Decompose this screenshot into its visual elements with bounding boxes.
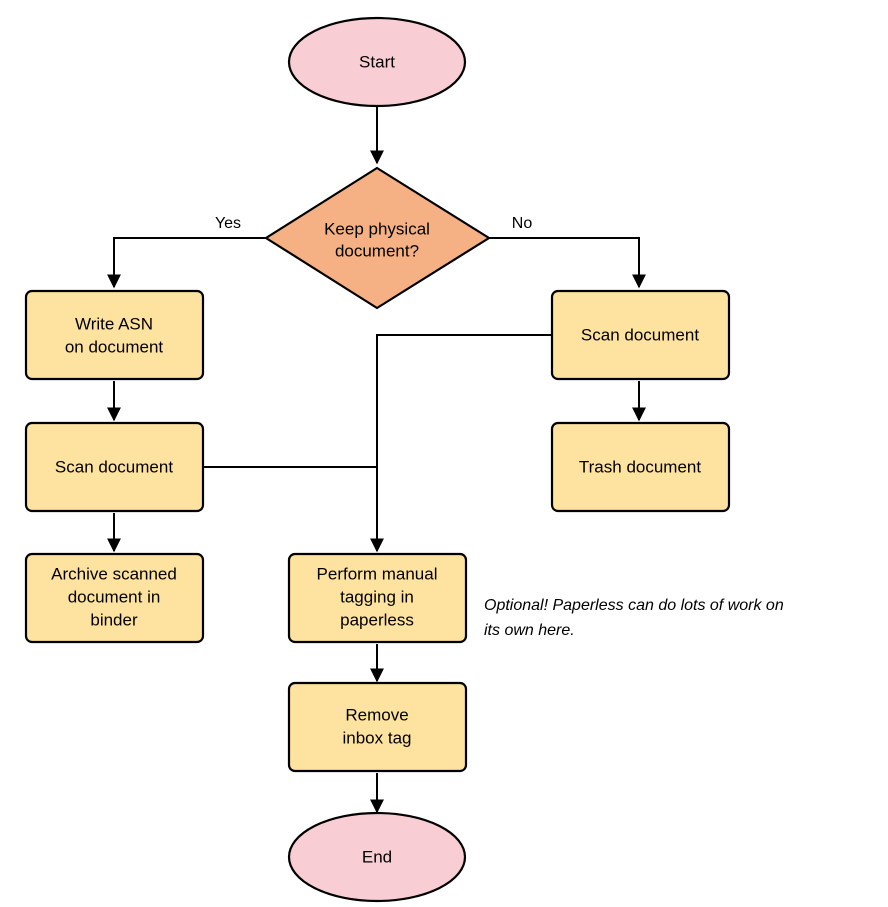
write-asn-label-line1: Write ASN: [74, 314, 154, 334]
decision-label-line2: document?: [334, 241, 420, 261]
node-decision-keep-physical-document[interactable]: [266, 168, 489, 308]
node-scan-document-right[interactable]: [552, 291, 729, 379]
node-perform-manual-tagging[interactable]: [289, 554, 466, 642]
archive-label-line2: document in: [67, 587, 161, 607]
archive-label-line3: binder: [90, 610, 138, 630]
node-scan-document-left[interactable]: [26, 423, 203, 511]
tagging-label-line1: Perform manual: [316, 564, 438, 584]
remove-inbox-shape: [289, 683, 466, 771]
edge-label-no: No: [511, 215, 533, 232]
remove-inbox-label-line1: Remove: [345, 705, 409, 725]
end-label: End: [361, 847, 393, 867]
edge-scanright-to-tagging: [377, 335, 552, 467]
note-line2: its own here.: [484, 622, 575, 639]
write-asn-shape: [26, 291, 203, 379]
remove-inbox-label-line2: inbox tag: [342, 728, 412, 748]
optional-note: [484, 597, 784, 639]
trash-label: Trash document: [578, 457, 702, 477]
node-write-asn[interactable]: [26, 291, 203, 379]
edge-decision-yes: [114, 238, 266, 287]
edge-label-yes: Yes: [214, 215, 242, 232]
tagging-label-line3: paperless: [340, 610, 414, 630]
node-trash-document[interactable]: [552, 423, 729, 511]
scan-document-right-label: Scan document: [580, 325, 700, 345]
start-label: Start: [359, 52, 395, 72]
tagging-label-line2: tagging in: [340, 587, 414, 607]
node-archive-scanned-document[interactable]: [26, 554, 203, 642]
write-asn-label-line2: on document: [64, 337, 164, 357]
edge-scanleft-to-tagging: [204, 467, 377, 551]
archive-label-line1: Archive scanned: [51, 564, 177, 584]
edge-decision-no: [489, 238, 639, 287]
decision-label-line1: Keep physical: [324, 219, 430, 239]
node-end[interactable]: [289, 813, 465, 901]
node-start[interactable]: [289, 18, 465, 106]
note-line1: Optional! Paperless can do lots of work on: [484, 597, 784, 614]
scan-document-left-label: Scan document: [54, 457, 174, 477]
node-remove-inbox-tag[interactable]: [289, 683, 466, 771]
